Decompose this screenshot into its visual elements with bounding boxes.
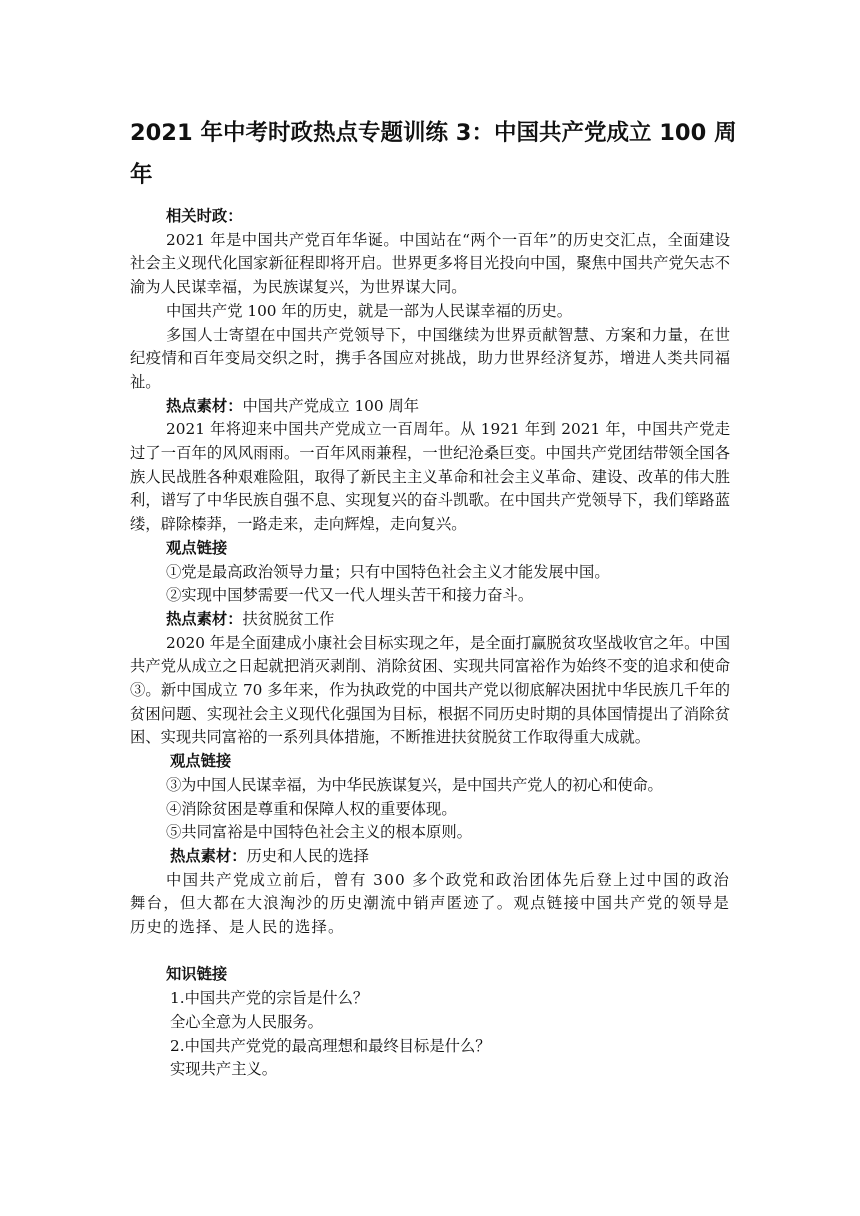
- paragraph: 2021 年将迎来中国共产党成立一百周年。从 1921 年到 2021 年，中国共产党走过了一百年的风风雨雨。一百年风雨兼程，一世纪沧桑巨变。中国共产党团结带领全国各族人民战胜各种艰难险阻，取得了新民主主义革命和社会主义革命、建设、改革的伟大胜利，谱写了中华民族自强不息、实现复兴的奋斗凯歌。在中国共产党领导下，我们筚路蓝缕，辟除榛莽，一路走来，走向辉煌，走向复兴。: [130, 420, 730, 534]
- paragraph: 多国人士寄望在中国共产党领导下，中国继续为世界贡献智慧、方案和力量，在世纪疫情和百年变局交织之时，携手各国应对挑战，助力世界经济复苏，增进人类共同福祉。: [130, 325, 730, 391]
- viewpoint-item: ④消除贫困是尊重和保障人权的重要体现。: [166, 799, 457, 818]
- knowledge-heading: 知识链接: [166, 965, 228, 984]
- paragraph: 2021 年是中国共产党百年华诞。中国站在“两个一百年”的历史交汇点，全面建设社会主义现代化国家新征程即将开启。世界更多将目光投向中国，聚焦中国共产党矢志不渝为人民谋幸福，为民族谋复兴，为世界谋大同。: [130, 230, 730, 297]
- knowledge-answer: 全心全意为人民服务。: [170, 1012, 323, 1031]
- hot-topic-label: 热点素材：: [166, 609, 243, 628]
- paragraph: 中国共产党成立前后，曾有 300 多个政党和政治团体先后登上过中国的政治舞台，但大都在大浪淘沙的历史潮流中销声匿迹了。观点链接中国共产党的领导是历史的选择、是人民的选择。: [130, 870, 730, 937]
- viewpoint-item: ⑤共同富裕是中国特色社会主义的根本原则。: [166, 823, 472, 842]
- knowledge-question: 1.中国共产党的宗旨是什么？: [170, 989, 369, 1008]
- hot-topic-label: 热点素材：: [166, 396, 243, 415]
- section-heading-related: 相关时政：: [166, 207, 243, 225]
- hot-topic-title: 扶贫脱贫工作: [242, 609, 335, 628]
- paragraph: 2020 年是全面建成小康社会目标实现之年，是全面打赢脱贫攻坚战收官之年。中国共产党从成立之日起就把消灭剥削、消除贫困、实现共同富裕作为始终不变的追求和使命③。新中国成立 70 多年来，作为执政党的中国共产党以彻底解决困扰中华民族几千年的贫困问题、实现社会主义现代化强国为目标，根据不同历史时期的具体国情提出了消除贫困、实现共同富裕的一系列具体措施，不断推进扶贫脱贫工作取得重大成就。: [130, 633, 730, 747]
- viewpoint-item: ②实现中国梦需要一代又一代人埋头苦干和接力奋斗。: [166, 586, 534, 605]
- hot-topic-heading: [130, 845, 730, 869]
- hot-topic-label: 热点素材：: [170, 846, 247, 865]
- hot-topic-title: 历史和人民的选择: [246, 846, 369, 865]
- knowledge-question: 2.中国共产党党的最高理想和最终目标是什么？: [170, 1036, 491, 1055]
- viewpoint-item: ③为中国人民谋幸福，为中华民族谋复兴，是中国共产党人的初心和使命。: [166, 775, 663, 794]
- knowledge-answer: 实现共产主义。: [170, 1060, 278, 1079]
- hot-topic-heading: [130, 608, 730, 632]
- hot-topic-heading: [130, 395, 730, 419]
- viewpoint-heading: 观点链接: [170, 752, 232, 771]
- document-body: [130, 205, 730, 1082]
- hot-topic-title: 中国共产党成立 100 周年: [242, 396, 420, 415]
- paragraph: 中国共产党 100 年的历史，就是一部为人民谋幸福的历史。: [166, 301, 573, 320]
- viewpoint-item: ①党是最高政治领导力量；只有中国特色社会主义才能发展中国。: [166, 562, 610, 581]
- page-title: 2021 年中考时政热点专题训练 3：中国共产党成立 100 周年: [130, 120, 737, 188]
- spacer: [130, 940, 730, 964]
- viewpoint-heading: 观点链接: [166, 538, 228, 557]
